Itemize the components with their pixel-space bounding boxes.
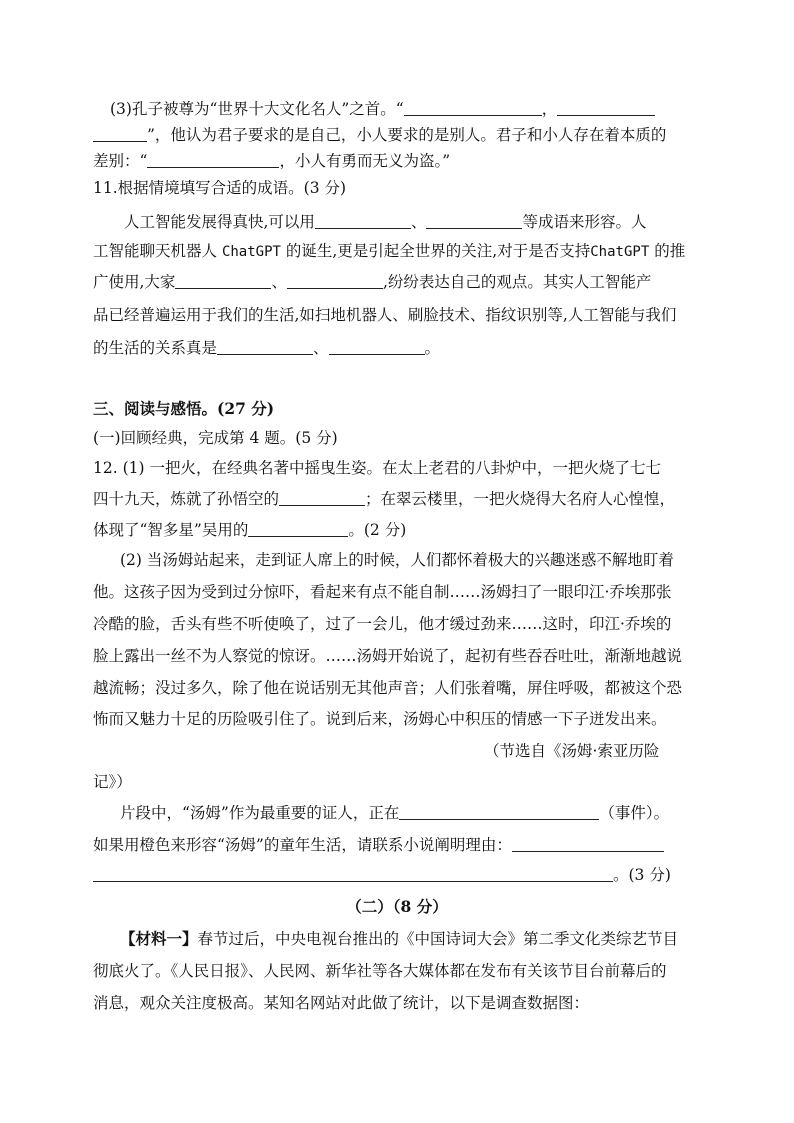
q11-line2: 工智能聊天机器人 ChatGPT 的诞生,更是引起全世界的关注,对于是否支持ChatGPT 的推 (93, 242, 686, 260)
q12-line3: 体现了“智多星”吴用的 。(2 分) (93, 521, 407, 539)
q12-question-line3: 。(3 分) (93, 864, 703, 886)
q12-passage-line2: 他。这孩子因为受到过分惊吓，看起来有点不能自制……汤姆扫了一眼印江·乔埃那张 (93, 583, 672, 601)
q12-line1: 12. (1) 一把火，在经典名著中摇曳生姿。在太上老君的八卦炉中，一把火烧了七七 (93, 459, 661, 477)
material1-line3: 消息，观众关注度极高。某知名网站对此做了统计，以下是调查数据图： (93, 994, 590, 1012)
q11-line1: 人工智能发展得真快,可以用 、 等成语来形容。人 (124, 213, 647, 231)
q12-passage-line3: 冷酷的脸，舌头有些不听使唤了，过了一会儿，他才缓过劲来……这时，印江·乔埃的 (93, 615, 672, 633)
answer-blank[interactable] (557, 99, 655, 116)
answer-blank[interactable] (404, 99, 542, 116)
answer-blank[interactable] (93, 865, 613, 882)
answer-blank[interactable] (217, 338, 313, 355)
answer-blank[interactable] (426, 212, 522, 229)
answer-blank[interactable] (315, 212, 411, 229)
q12-source-line1: （节选自《汤姆·索亚历险 (484, 742, 660, 760)
section3-part1: (一)回顾经典，完成第 4 题。(5 分) (93, 429, 338, 447)
answer-blank[interactable] (175, 272, 271, 289)
answer-blank[interactable] (329, 338, 425, 355)
q12-source-line2: 记》） (93, 773, 132, 791)
q11-line3: 广使用,大家 、 ,纷纷表达自己的观点。其实人工智能产 (93, 273, 652, 291)
material1-label: 【材料一】 (120, 929, 198, 948)
q10-3-line2: ”，他认为君子要求的是自己，小人要求的是别人。君子和小人存在着本质的 (93, 124, 703, 146)
q11-title: 11.根据情境填写合适的成语。(3 分) (93, 179, 347, 197)
q12-line2: 四十九天，炼就了孙悟空的 ；在翠云楼里，一把火烧得大名府人心惶惶， (93, 490, 676, 508)
section3-title: 三、阅读与感悟。(27 分) (93, 399, 275, 418)
material1-line2: 彻底火了。《人民日报》、人民网、新华社等各大媒体都在发布有关该节目台前幕后的 (93, 962, 667, 980)
q12-question-line1: 片段中，“汤姆”作为最重要的证人，正在 （事件）。 (120, 804, 670, 822)
q12-passage-line6: 怖而又魅力十足的历险吸引住了。说到后来，汤姆心中积压的情感一下子迸发出来。 (93, 710, 667, 728)
q12-passage-line1: (2) 当汤姆站起来，走到证人席上的时候，人们都怀着极大的兴趣迷惑不解地盯着 (120, 551, 674, 569)
q12-passage-line4: 脸上露出一丝不为人察觉的惊讶。……汤姆开始说了，起初有些吞吞吐吐，渐渐地越说 (93, 647, 683, 665)
answer-blank[interactable] (399, 803, 599, 820)
q12-passage-line5: 越流畅；没过多久，除了他在说话别无其他声音；人们张着嘴，屏住呼吸，都被这个恐 (93, 679, 683, 697)
q11-line4: 品已经普遍运用于我们的生活,如扫地机器人、刷脸技术、指纹识别等,人工智能与我们 (93, 306, 677, 324)
answer-blank[interactable] (147, 151, 279, 168)
answer-blank[interactable] (248, 520, 348, 537)
answer-blank[interactable] (93, 125, 147, 142)
part2-title: （二）（8 分） (346, 897, 448, 916)
q10-3-line3: 差别：“ ，小人有勇而无义为盗。” (93, 152, 451, 170)
q12-question-line2: 如果用橙色来形容“汤姆”的童年生活，请联系小说阐明理由： (93, 834, 703, 856)
answer-blank[interactable] (287, 272, 383, 289)
material1-line1: 【材料一】春节过后，中央电视台推出的《中国诗词大会》第二季文化类综艺节目 (120, 929, 679, 948)
answer-blank[interactable] (279, 489, 365, 506)
q10-3-line1: (3)孔子被尊为“世界十大文化名人”之首。“ ， (110, 98, 720, 120)
q11-line5: 的生活的关系真是 、 。 (93, 339, 441, 357)
answer-blank[interactable] (512, 835, 664, 852)
